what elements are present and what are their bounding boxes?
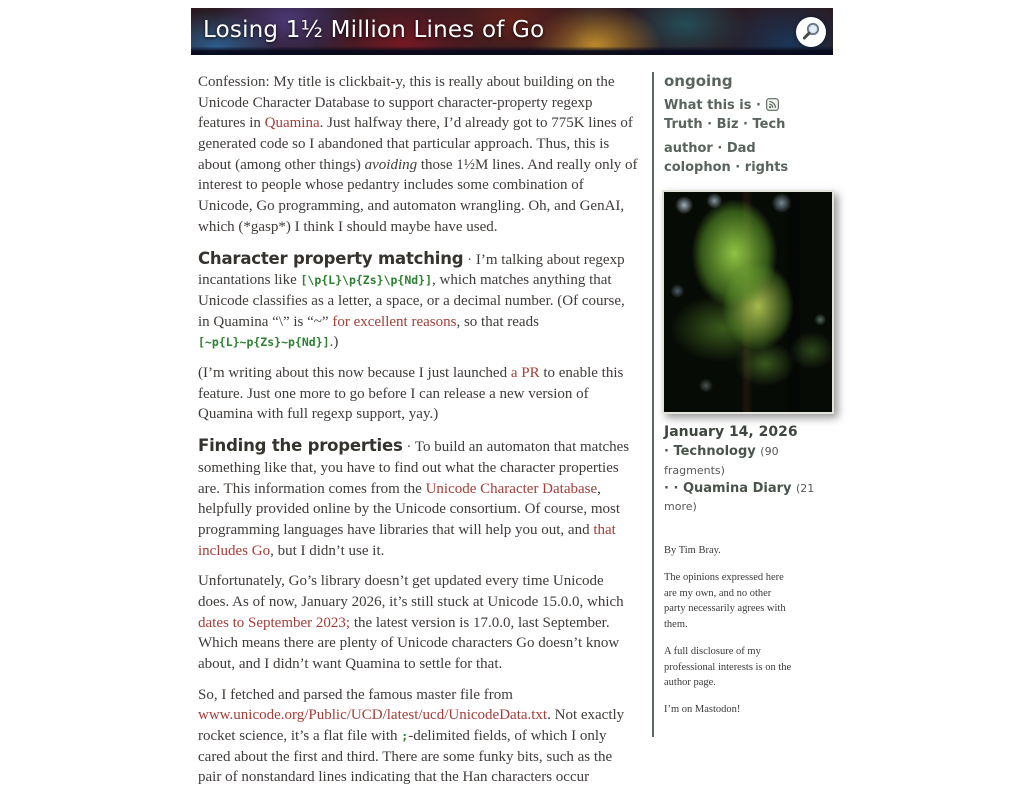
sidebar-nav	[664, 97, 833, 177]
byline: By Tim Bray.	[664, 545, 721, 557]
sidebar-notes	[664, 543, 833, 718]
post-date: January 14, 2026	[664, 424, 798, 441]
category-count: (90 fragments)	[664, 445, 779, 477]
text-link[interactable]: a PR	[510, 365, 540, 382]
category-dots: ·	[664, 444, 674, 460]
category-count: (21 more)	[664, 481, 815, 513]
inline-code: ;	[401, 729, 409, 744]
search-button[interactable]	[796, 17, 826, 47]
page	[191, 0, 833, 798]
article-paragraph: Unfortunately, Go’s library doesn’t get updated every time Unicode does. As of now, January 2026, it’s still stuck at Unicode 15.0.0, which dates to September 2023; the latest version is 17.0.0, last September. Which means there are plenty of Unicode characters Go doesn’t know about, and I didn’t want Quamina to settle for that.	[198, 573, 624, 673]
page-title: Losing 1½ Million Lines of Go	[203, 16, 545, 43]
sidebar-link-what-this-is[interactable]: What this is	[664, 98, 752, 113]
section-heading: Character property matching	[198, 248, 464, 268]
sunlit-tree-photo[interactable]	[662, 190, 834, 414]
sidebar-link-truth[interactable]: Truth	[664, 116, 703, 132]
article	[191, 72, 652, 798]
article-section: Character property matching · I’m talking about regexp incantations like [\p{L}\p{Zs}\p{Nd}], which matches anything that Unicode classifies as a letter, a space, or a decimal number. (Of course, in Quamina “\” is “~” for excellent reasons, so that reads [~p{L}~p{Zs}~p{Nd}].)	[198, 248, 625, 351]
blog-title: ongoing	[664, 72, 733, 90]
nav-separator: ·	[751, 98, 766, 113]
heading-dot: ·	[463, 251, 476, 268]
category-list	[664, 443, 833, 516]
inline-code: [~p{L}~p{Zs}~p{Nd}]	[198, 335, 330, 350]
category-link[interactable]: Technology	[673, 444, 756, 460]
sidebar-link-biz[interactable]: Biz	[716, 116, 739, 132]
sidebar-link-author[interactable]: author	[664, 140, 713, 156]
masthead	[191, 8, 833, 55]
content-columns	[191, 72, 833, 798]
article-paragraph: So, I fetched and parsed the famous master file from www.unicode.org/Public/UCD/latest/ucd/UnicodeData.txt. Not exactly rocket science, it’s a flat file with ;-delimited fields, of which I only cared about the first and third. There are some funky bits, such as the pair of nonstandard lines indicating that the Han characters occur	[198, 686, 625, 786]
nav-line	[664, 159, 833, 178]
category-line	[664, 443, 833, 479]
nav-line	[664, 140, 833, 159]
magnifier-icon	[800, 20, 822, 45]
sidebar-link-dad[interactable]: Dad	[726, 140, 756, 156]
opinions-note: The opinions expressed here are my own, and no other party necessarily agrees with them.	[664, 571, 786, 631]
sidebar-link-rights[interactable]: rights	[744, 159, 789, 175]
emphasis-text: avoiding	[364, 156, 418, 173]
heading-dot: ·	[402, 439, 415, 456]
text-link[interactable]: Quamina	[264, 115, 320, 132]
nav-line	[664, 97, 833, 116]
nav-separator: ·	[712, 140, 727, 156]
category-link[interactable]: Quamina Diary	[682, 480, 792, 496]
nav-line	[664, 116, 833, 135]
article-paragraph: (I’m writing about this now because I just launched a PR to enable this feature. Just one more to go before I can release a new version of Quamina with full regexp support, yay.)	[198, 365, 624, 423]
inline-code: [\p{L}\p{Zs}\p{Nd}]	[300, 273, 433, 288]
section-heading: Finding the properties	[198, 436, 403, 456]
category-line	[664, 480, 833, 516]
disclosure-note: A full disclosure of my professional interests is on the author page.	[664, 645, 792, 689]
category-dots: · ·	[664, 480, 683, 496]
sidebar-link-tech[interactable]: Tech	[752, 116, 786, 132]
nav-separator: ·	[702, 116, 717, 132]
rss-icon[interactable]	[766, 98, 779, 113]
text-link[interactable]: Unicode Character Database	[425, 480, 598, 497]
mastodon-note[interactable]: I’m on Mastodon!	[664, 704, 741, 716]
sidebar	[652, 72, 833, 737]
text-link[interactable]: www.unicode.org/Public/UCD/latest/ucd/UnicodeData.txt	[198, 707, 548, 724]
sidebar-link-colophon[interactable]: colophon	[664, 159, 731, 175]
text-link[interactable]: dates to September 2023;	[198, 614, 351, 631]
article-paragraph: Confession: My title is clickbait-y, this is really about building on the Unicode Character Database to support character-property regexp features in Quamina. Just halfway there, I’d already got to 775K lines of generated code so I abandoned that particular approach. Thus, this is about (among other things) avoiding those 1½M lines. And really only of interest to people whose pedantry includes some combination of Unicode, Go programming, and automaton wrangling. Oh, and GenAI, which (*gasp*) I think I should maybe have used.	[198, 74, 638, 235]
nav-separator: ·	[738, 116, 753, 132]
text-link[interactable]: for excellent reasons	[332, 313, 457, 330]
text-link[interactable]: that includes Go	[198, 521, 616, 559]
nav-separator: ·	[730, 159, 745, 175]
article-section: Finding the properties · To build an automaton that matches something like that, you have to find out what the character properties are. This information comes from the Unicode Character Database, helpfully provided online by the Unicode consortium. Of course, most programming languages have libraries that will help you out, and that includes Go, but I didn’t use it.	[198, 436, 630, 559]
